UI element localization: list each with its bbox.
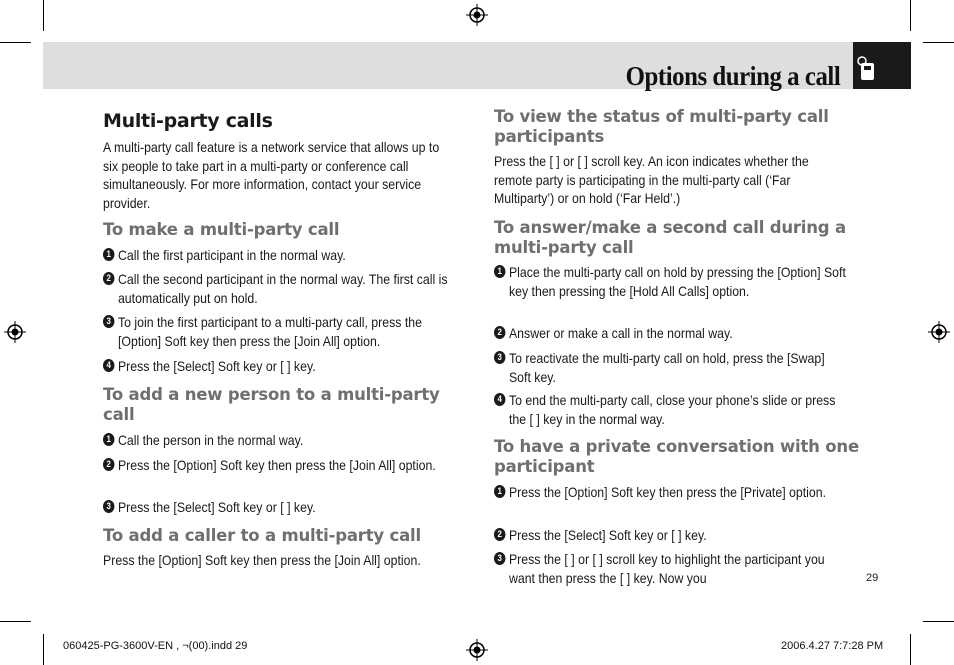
list-item: 4 To end the multi-party call, close your phone’s slide or press the [ ] key in the normal way. — [494, 391, 846, 428]
footer-file-info: 060425-PG-3600V-EN , ¬(00).indd 29 — [63, 640, 248, 652]
registration-mark-icon — [4, 321, 26, 343]
crop-mark — [0, 42, 31, 43]
step-number: 3 — [103, 315, 114, 328]
list-item: 1 Call the first participant in the normal way. — [103, 246, 455, 265]
crop-mark — [0, 621, 31, 622]
phone-call-icon — [856, 54, 878, 82]
add-caller-text: Press the [Option] Soft key then press the [Join All] option. — [103, 552, 421, 568]
crop-mark — [43, 0, 44, 31]
subheading-make-multi-party: To make a multi-party call — [103, 220, 340, 239]
step-number: 1 — [103, 433, 114, 446]
step-number: 2 — [103, 458, 114, 471]
subheading-view-status: To view the status of multi-party call participants — [494, 107, 829, 146]
list-item: 3 To reactivate the multi-party call on hold, press the [Swap] Soft key. — [494, 349, 846, 386]
subheading-add-caller: To add a caller to a multi-party call — [103, 526, 421, 545]
step-number: 1 — [494, 265, 505, 278]
page-number: 29 — [866, 572, 879, 584]
list-item: 3 Press the [ ] or [ ] scroll key to highlight the participant you want then press the [ ] key. Now you — [494, 550, 846, 587]
registration-mark-icon — [928, 321, 950, 343]
list-item: 2 Press the [Option] Soft key then press the [Join All] option. — [103, 456, 455, 475]
section-tab — [853, 42, 911, 89]
step-number: 1 — [103, 248, 114, 261]
list-item: 4 Press the [Select] Soft key or [ ] key. — [103, 357, 455, 376]
step-number: 4 — [103, 359, 114, 372]
list-item: 2 Answer or make a call in the normal way. — [494, 324, 846, 343]
subheading-answer-second-call: To answer/make a second call during a multi-party call — [494, 218, 846, 257]
step-number: 3 — [494, 351, 505, 364]
section-heading-multi-party-calls: Multi-party calls — [103, 110, 273, 132]
intro-paragraph: A multi-party call feature is a network service that allows up to six people to take part in a multi-party or conference call simultaneously. For more information, contact your service provider. — [103, 139, 440, 211]
list-item: 1 Press the [Option] Soft key then press the [Private] option. — [494, 483, 846, 502]
crop-mark — [43, 634, 44, 665]
step-number: 2 — [494, 326, 505, 339]
step-number: 2 — [103, 272, 114, 285]
step-number: 1 — [494, 485, 505, 498]
crop-mark — [923, 42, 954, 43]
crop-mark — [910, 0, 911, 31]
list-item: 1 Call the person in the normal way. — [103, 431, 455, 450]
step-number: 2 — [494, 528, 505, 541]
subheading-add-new-person: To add a new person to a multi-party call — [103, 385, 440, 424]
registration-mark-icon — [466, 4, 488, 26]
registration-mark-icon — [466, 639, 488, 661]
list-item: 3 To join the first participant to a multi-party call, press the [Option] Soft key then press the [Join All] option. — [103, 313, 455, 350]
step-number: 3 — [103, 500, 114, 513]
footer-timestamp: 2006.4.27 7:7:28 PM — [781, 640, 884, 652]
subheading-private-conversation: To have a private conversation with one participant — [494, 437, 859, 476]
step-number: 3 — [494, 552, 505, 565]
step-number: 4 — [494, 393, 505, 406]
view-status-text: Press the [ ] or [ ] scroll key. An icon indicates whether the remote party is participating in the multi-party call (‘Far Multiparty’) or on hold (‘Far Held’.) — [494, 153, 809, 206]
page-title: Options during a call — [625, 61, 840, 91]
crop-mark — [923, 621, 954, 622]
list-item: 2 Call the second participant in the normal way. The first call is automatically put on hold. — [103, 270, 455, 307]
list-item: 1 Place the multi-party call on hold by pressing the [Option] Soft key then pressing the [Hold All Calls] option. — [494, 263, 846, 300]
list-item: 3 Press the [Select] Soft key or [ ] key. — [103, 498, 455, 517]
list-item: 2 Press the [Select] Soft key or [ ] key. — [494, 526, 846, 545]
crop-mark — [910, 634, 911, 665]
